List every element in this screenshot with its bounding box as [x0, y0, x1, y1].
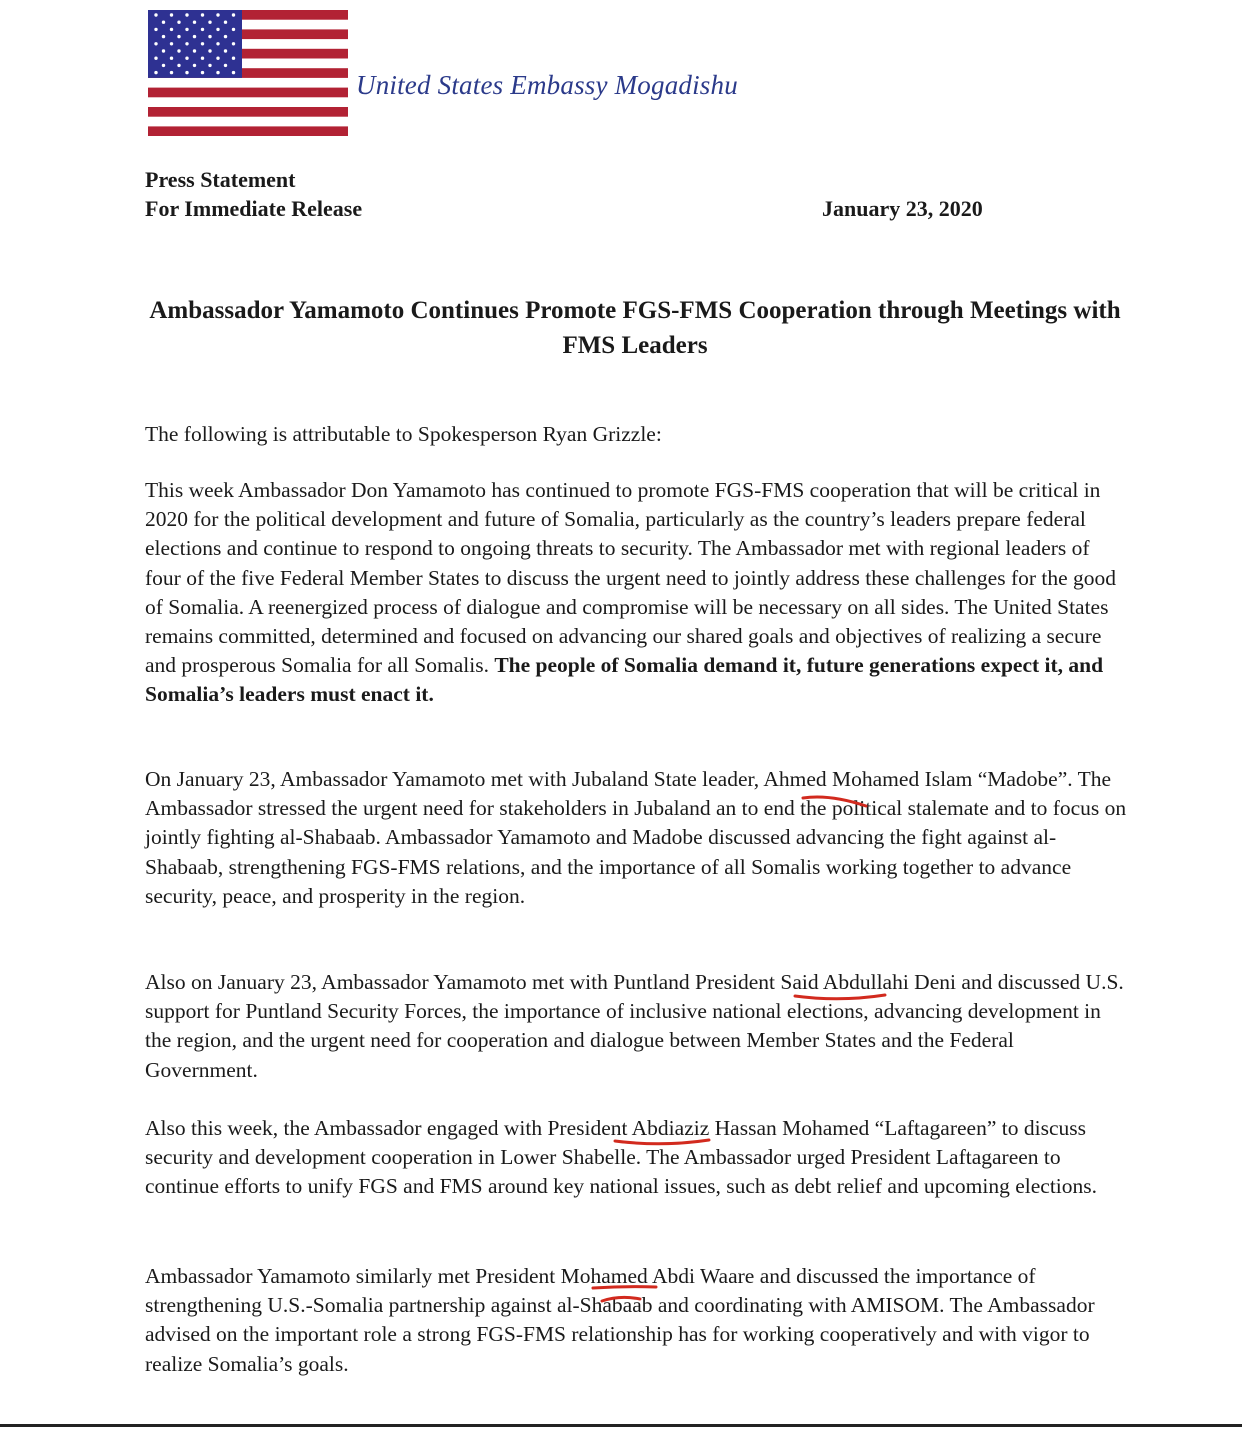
flag-star [216, 13, 219, 16]
flag-star [232, 71, 235, 74]
release-label: For Immediate Release [145, 196, 363, 221]
flag-star [224, 35, 227, 38]
paragraph-1-bold: The people of Somalia demand it, future generations expect it, and Somalia’s leaders must enact it. [145, 653, 1104, 707]
press-statement-label: Press Statement [145, 167, 296, 192]
red-underline-mark [792, 990, 888, 1004]
flag-star [162, 21, 165, 24]
flag-star [232, 13, 235, 16]
flag-star [185, 57, 188, 60]
flag-star [201, 13, 204, 16]
flag-star [208, 49, 211, 52]
flag-star [193, 35, 196, 38]
flag-star [170, 42, 173, 45]
red-underline-mark [800, 792, 870, 812]
paragraph-4: Also this week, the Ambassador engaged with President Abdiaziz Hassan Mohamed “Laftagareen” to discuss security and development cooperation in Lower Shabelle. The Ambassador urged President Laftagareen to continue efforts to unify FGS and FMS around key national issues, such as debt relief and upcoming elections. [145, 1116, 1098, 1199]
flag-star [177, 49, 180, 52]
flag-star [224, 64, 227, 67]
flag-star [201, 28, 204, 31]
flag-star [216, 42, 219, 45]
flag-star [216, 28, 219, 31]
flag-star [201, 71, 204, 74]
us-flag-icon [148, 10, 348, 136]
flag-star [170, 71, 173, 74]
flag-star [216, 71, 219, 74]
attribution-line: The following is attributable to Spokesperson Ryan Grizzle: [145, 422, 662, 446]
flag-star [232, 28, 235, 31]
paragraph-1-text: This week Ambassador Don Yamamoto has continued to promote FGS-FMS cooperation that will be critical in 2020 for the political development and future of Somalia, particularly as the country’s leaders prepare federal elections and continue to respond to ongoing threats to security. The Ambassador met with regional leaders of four of the five Federal Member States to discuss the urgent need to jointly address these challenges for the good of Somalia. A reenergized process of dialogue and compromise will be necessary on all sides. The United States remains committed, determined and focused on advancing our shared goals and objectives of realizing a secure and prosperous Somalia for all Somalis. [145, 478, 1117, 678]
flag-star [216, 57, 219, 60]
flag-star [232, 42, 235, 45]
flag-star [185, 28, 188, 31]
flag-star [224, 21, 227, 24]
flag-star [193, 21, 196, 24]
flag-star [162, 49, 165, 52]
flag-star [162, 35, 165, 38]
flag-star [201, 42, 204, 45]
flag-star [193, 49, 196, 52]
flag-star [154, 57, 157, 60]
flag-star [177, 35, 180, 38]
flag-star [154, 28, 157, 31]
flag-star [170, 28, 173, 31]
red-underline-mark [612, 1136, 712, 1150]
bottom-rule [0, 1424, 1242, 1427]
flag-star [177, 64, 180, 67]
flag-star [154, 42, 157, 45]
release-date: January 23, 2020 [822, 196, 983, 221]
flag-star [208, 35, 211, 38]
red-underline-mark [590, 1283, 660, 1307]
paragraph-5: Ambassador Yamamoto similarly met President Mohamed Abdi Waare and discussed the importance of strengthening U.S.-Somalia partnership against al-Shabaab and coordinating with AMISOM. The Ambassador advised on the important role a strong FGS-FMS relationship has for working cooperatively and with vigor to realize Somalia’s goals. [145, 1264, 1095, 1376]
flag-star [185, 13, 188, 16]
paragraph-3: Also on January 23, Ambassador Yamamoto met with Puntland President Said Abdullahi Deni and discussed U.S. support for Puntland Security Forces, the importance of inclusive national elections, advancing development in the region, and the urgent need for cooperation and dialogue between Member States and the Federal Government. [145, 970, 1124, 1082]
flag-star [193, 64, 196, 67]
flag-star [185, 42, 188, 45]
flag-star [208, 64, 211, 67]
flag-star [232, 57, 235, 60]
flag-star [224, 49, 227, 52]
flag-star [177, 21, 180, 24]
flag-star [208, 21, 211, 24]
paragraph-2: On January 23, Ambassador Yamamoto met with Jubaland State leader, Ahmed Mohamed Islam “Madobe”. The Ambassador stressed the urgent need for stakeholders in Jubaland an to end the political stalemate and to focus on jointly fighting al-Shabaab. Ambassador Yamamoto and Madobe discussed advancing the fight against al-Shabaab, strengthening FGS-FMS relations, and the importance of all Somalis working together to advance security, peace, and prosperity in the region. [145, 767, 1127, 908]
flag-star [170, 13, 173, 16]
flag-star [154, 13, 157, 16]
embassy-name: United States Embassy Mogadishu [356, 70, 738, 100]
paragraph-1 [145, 476, 1130, 710]
flag-star [170, 57, 173, 60]
flag-star [154, 71, 157, 74]
headline: Ambassador Yamamoto Continues Promote FGS-FMS Cooperation through Meetings with FMS Leaders [149, 297, 1121, 359]
flag-star [201, 57, 204, 60]
flag-star [185, 71, 188, 74]
flag-star [162, 64, 165, 67]
